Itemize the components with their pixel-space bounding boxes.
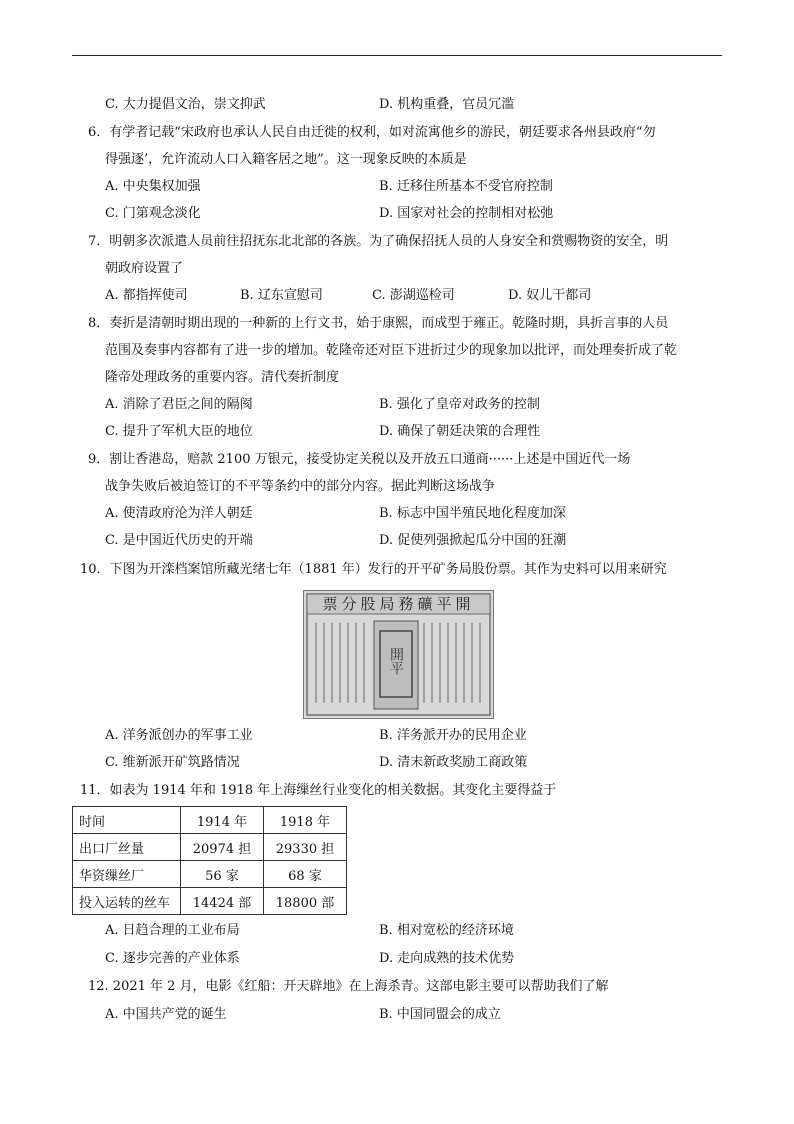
q7-option-d: D. 奴儿干都司 <box>508 288 592 303</box>
q12-option-b: B. 中国同盟会的成立 <box>379 1007 501 1022</box>
q8-option-b: B. 强化了皇帝对政务的控制 <box>379 397 540 412</box>
q11-stem-line1: 11．如表为 1914 年和 1918 年上海缫丝行业变化的相关数据。其变化主要得益于 <box>80 783 557 798</box>
q10-option-c: C. 维新派开矿筑路情况 <box>105 755 240 770</box>
q8-stem-line1: 8．奏折是清朝时期出现的一种新的上行文书，始于康熙，而成型于雍正。乾隆时期，具折言事的人员 <box>88 316 669 331</box>
table-cell: 20974 担 <box>181 834 264 861</box>
table-header-cell: 1918 年 <box>264 807 347 834</box>
share-certificate-image <box>303 590 494 719</box>
q10-option-b: B. 洋务派开办的民用企业 <box>379 728 527 743</box>
q8-stem-line3: 隆帝处理政务的重要内容。清代奏折制度 <box>105 370 340 385</box>
q12-stem-line1: 12. 2021 年 2 月，电影《红船：开天辟地》在上海杀青。这部电影主要可以帮助我们了解 <box>88 979 609 994</box>
q7-stem-line2: 朝政府设置了 <box>105 261 184 276</box>
q6-option-b: B. 迁移住所基本不受官府控制 <box>379 179 553 194</box>
q11-option-c: C. 逐步完善的产业体系 <box>105 951 240 966</box>
table-row <box>73 834 347 861</box>
q8-option-a: A. 消除了君臣之间的隔阂 <box>105 397 253 412</box>
q6-stem-line2: 得强逐’，允许流动人口入籍客居之地”。这一现象反映的本质是 <box>105 152 467 167</box>
q6-option-c: C. 门第观念淡化 <box>105 206 201 221</box>
table-cell: 68 家 <box>264 861 347 888</box>
q9-option-d: D. 促使列强掀起瓜分中国的狂潮 <box>379 533 567 548</box>
q7-option-b: B. 辽东宣慰司 <box>240 288 323 303</box>
q9-stem-line2: 战争失败后被迫签订的不平等条约中的部分内容。据此判断这场战争 <box>105 479 496 494</box>
share-certificate-header: 票分股局務礦平開 <box>322 595 475 613</box>
q7-option-c: C. 澎湖巡检司 <box>372 288 455 303</box>
q7-stem-line1: 7．明朝多次派遣人员前往招抚东北北部的各族。为了确保招抚人员的人身安全和赏赐物资的安全，明 <box>88 234 669 249</box>
table-cell: 56 家 <box>181 861 264 888</box>
table-cell: 14424 部 <box>181 888 264 915</box>
q9-option-a: A. 使清政府沦为洋人朝廷 <box>105 506 253 521</box>
share-certificate-seal-text: 開平 <box>388 647 404 675</box>
q10-option-a: A. 洋务派创办的军事工业 <box>105 728 253 743</box>
q12-option-a: A. 中国共产党的诞生 <box>105 1007 227 1022</box>
q5-option-c: C. 大力提倡文治，崇文抑武 <box>105 97 266 112</box>
share-certificate-illustration <box>304 591 493 718</box>
table-row <box>73 888 347 915</box>
q6-option-d: D. 国家对社会的控制相对松弛 <box>379 206 554 221</box>
q10-option-d: D. 清末新政奖励工商政策 <box>379 755 528 770</box>
q9-option-c: C. 是中国近代历史的开端 <box>105 533 253 548</box>
table-cell: 18800 部 <box>264 888 347 915</box>
table-cell: 投入运转的丝车 <box>73 888 181 915</box>
table-header-row <box>73 807 347 834</box>
q7-option-a: A. 都指挥使司 <box>105 288 188 303</box>
q9-stem-line1: 9．割让香港岛，赔款 2100 万银元，接受协定关税以及开放五口通商······上述是中国近代一场 <box>88 452 631 467</box>
q5-option-d: D. 机构重叠，官员冗滥 <box>379 97 515 112</box>
table-cell: 29330 担 <box>264 834 347 861</box>
table-row <box>73 861 347 888</box>
q11-option-b: B. 相对宽松的经济环境 <box>379 923 514 938</box>
table-cell: 华资缫丝厂 <box>73 861 181 888</box>
q8-stem-line2: 范围及奏事内容都有了进一步的增加。乾隆帝还对臣下进折过少的现象加以批评，而处理奏折成了乾 <box>105 343 678 358</box>
q11-option-d: D. 走向成熟的技术优势 <box>379 951 515 966</box>
table-header-cell: 时间 <box>73 807 181 834</box>
silk-industry-table <box>72 806 347 915</box>
q6-option-a: A. 中央集权加强 <box>105 179 201 194</box>
q9-option-b: B. 标志中国半殖民地化程度加深 <box>379 506 566 521</box>
table-cell: 出口厂丝量 <box>73 834 181 861</box>
q6-stem-line1: 6．有学者记载“宋政府也承认人民自由迁徙的权利，如对流寓他乡的游民，朝廷要求各州县政府“勿 <box>88 125 656 140</box>
table-header-cell: 1914 年 <box>181 807 264 834</box>
q11-option-a: A. 日趋合理的工业布局 <box>105 923 240 938</box>
q8-option-c: C. 提升了军机大臣的地位 <box>105 424 253 439</box>
q10-stem-line1: 10．下图为开滦档案馆所藏光绪七年（1881 年）发行的开平矿务局股份票。其作为史料可以用来研究 <box>80 562 667 577</box>
header-rule <box>72 55 722 56</box>
q8-option-d: D. 确保了朝廷决策的合理性 <box>379 424 541 439</box>
